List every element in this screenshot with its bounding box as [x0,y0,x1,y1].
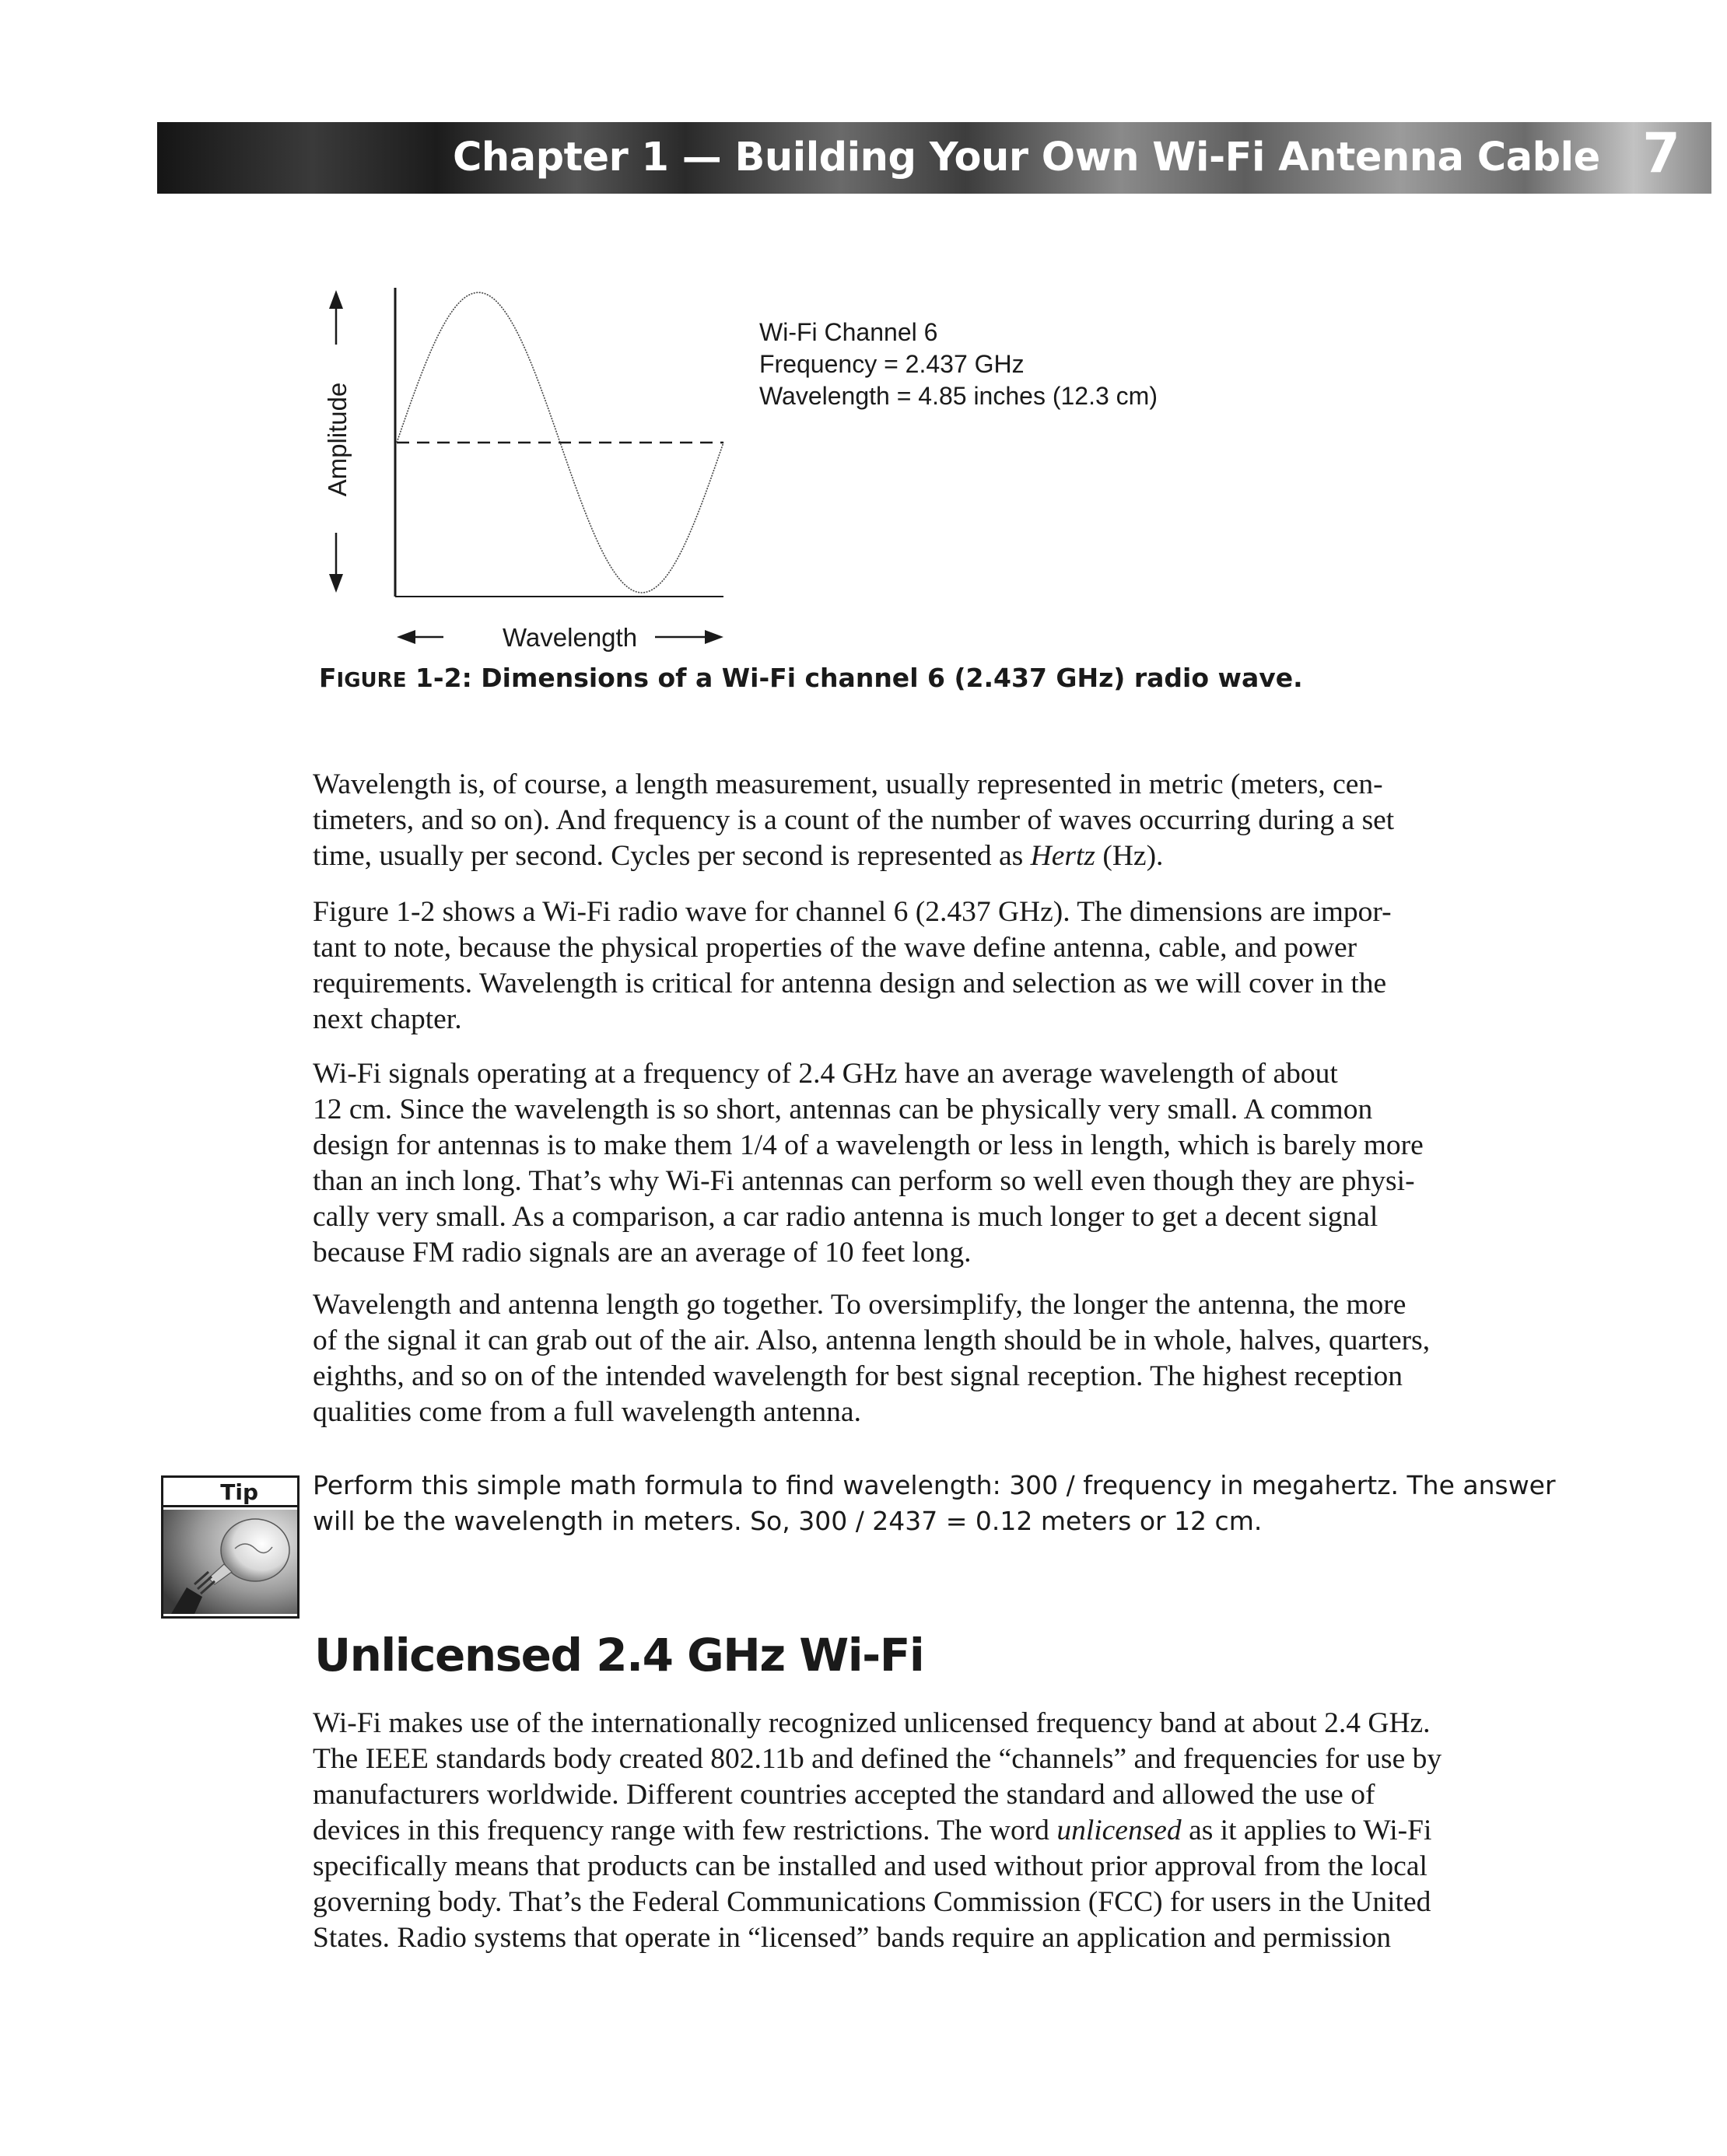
text-line: Wavelength and antenna length go together. To oversimplify, the longer the antenna, the more [313,1289,1406,1321]
wavelength-info-line: Wavelength = 4.85 inches (12.3 cm) [759,382,1158,410]
emphasis-term: unlicensed [1056,1815,1182,1846]
y-axis-label: Amplitude [323,382,352,497]
text-line: cally very small. As a comparison, a car radio antenna is much longer to get a decent signal [313,1201,1378,1233]
text-line: design for antennas is to make them 1/4 of a wavelength or less in length, which is barely more [313,1129,1424,1161]
channel-info-line: Wi-Fi Channel 6 [759,318,938,346]
text-line: specifically means that products can be installed and used without prior approval from the local [313,1850,1427,1882]
text-line: because FM radio signals are an average of 10 feet long. [313,1237,972,1269]
paragraph-unlicensed-band [313,1706,1487,1956]
paragraph-figure-reference [313,894,1487,1038]
text-line: Perform this simple math formula to find wavelength: 300 / frequency in megahertz. The answer [313,1470,1556,1500]
section-heading: Unlicensed 2.4 GHz Wi-Fi [314,1629,924,1682]
text-line: devices in this frequency range with few restrictions. The word unlicensed as it applies to Wi-Fi [313,1815,1432,1846]
running-header [157,122,1711,194]
text-line: governing body. That’s the Federal Communications Commission (FCC) for users in the United [313,1886,1431,1918]
paragraph-wifi-signals [313,1056,1487,1271]
text-line: 12 cm. Since the wavelength is so short, antennas can be physically very small. A common [313,1094,1373,1125]
text-line: The IEEE standards body created 802.11b and defined the “channels” and frequencies for use by [313,1743,1442,1775]
text-line: timeters, and so on). And frequency is a count of the number of waves occurring during a set [313,804,1395,836]
lightbulb-icon [163,1510,297,1614]
text-line: qualities come from a full wavelength antenna. [313,1396,861,1428]
paragraph-antenna-length [313,1287,1487,1430]
figure-caption: FIGURE 1-2: Dimensions of a Wi-Fi channel 6 (2.437 GHz) radio wave. [319,663,1303,693]
tip-text [313,1468,1556,1539]
text-line: States. Radio systems that operate in “licensed” bands require an application and permission [313,1922,1392,1954]
text-line: requirements. Wavelength is critical for antenna design and selection as we will cover in the [313,968,1387,999]
text-line: eighths, and so on of the intended wavelength for best signal reception. The highest reception [313,1360,1403,1392]
wave-figure [311,276,1245,657]
text-line: Wi-Fi signals operating at a frequency of 2.4 GHz have an average wavelength of about [313,1058,1338,1090]
text-line: than an inch long. That’s why Wi-Fi antennas can perform so well even though they are physi- [313,1165,1415,1197]
x-axis-label: Wavelength [503,623,638,652]
tip-badge [161,1475,300,1619]
page-number: 7 [1642,122,1680,185]
text-line: Figure 1-2 shows a Wi-Fi radio wave for channel 6 (2.437 GHz). The dimensions are impor- [313,896,1392,928]
text-line: Wi-Fi makes use of the internationally recognized unlicensed frequency band at about 2.4 GHz. [313,1707,1431,1739]
text-line: time, usually per second. Cycles per second is represented as Hertz (Hz). [313,840,1164,872]
text-line: manufacturers worldwide. Different countries accepted the standard and allowed the use of [313,1779,1375,1811]
tip-label: Tip [163,1478,297,1507]
paragraph-wavelength-definition [313,767,1487,874]
text-line: next chapter. [313,1003,462,1035]
text-line: will be the wavelength in meters. So, 300 / 2437 = 0.12 meters or 12 cm. [313,1506,1263,1536]
text-line: tant to note, because the physical properties of the wave define antenna, cable, and power [313,932,1357,964]
frequency-info-line: Frequency = 2.437 GHz [759,350,1025,378]
text-line: Wavelength is, of course, a length measurement, usually represented in metric (meters, cen- [313,768,1383,800]
text-line: of the signal it can grab out of the air. Also, antenna length should be in whole, halves, quarters, [313,1325,1431,1356]
emphasis-term: Hertz [1030,840,1095,872]
chapter-title: Chapter 1 — Building Your Own Wi-Fi Antenna Cable [453,135,1600,180]
